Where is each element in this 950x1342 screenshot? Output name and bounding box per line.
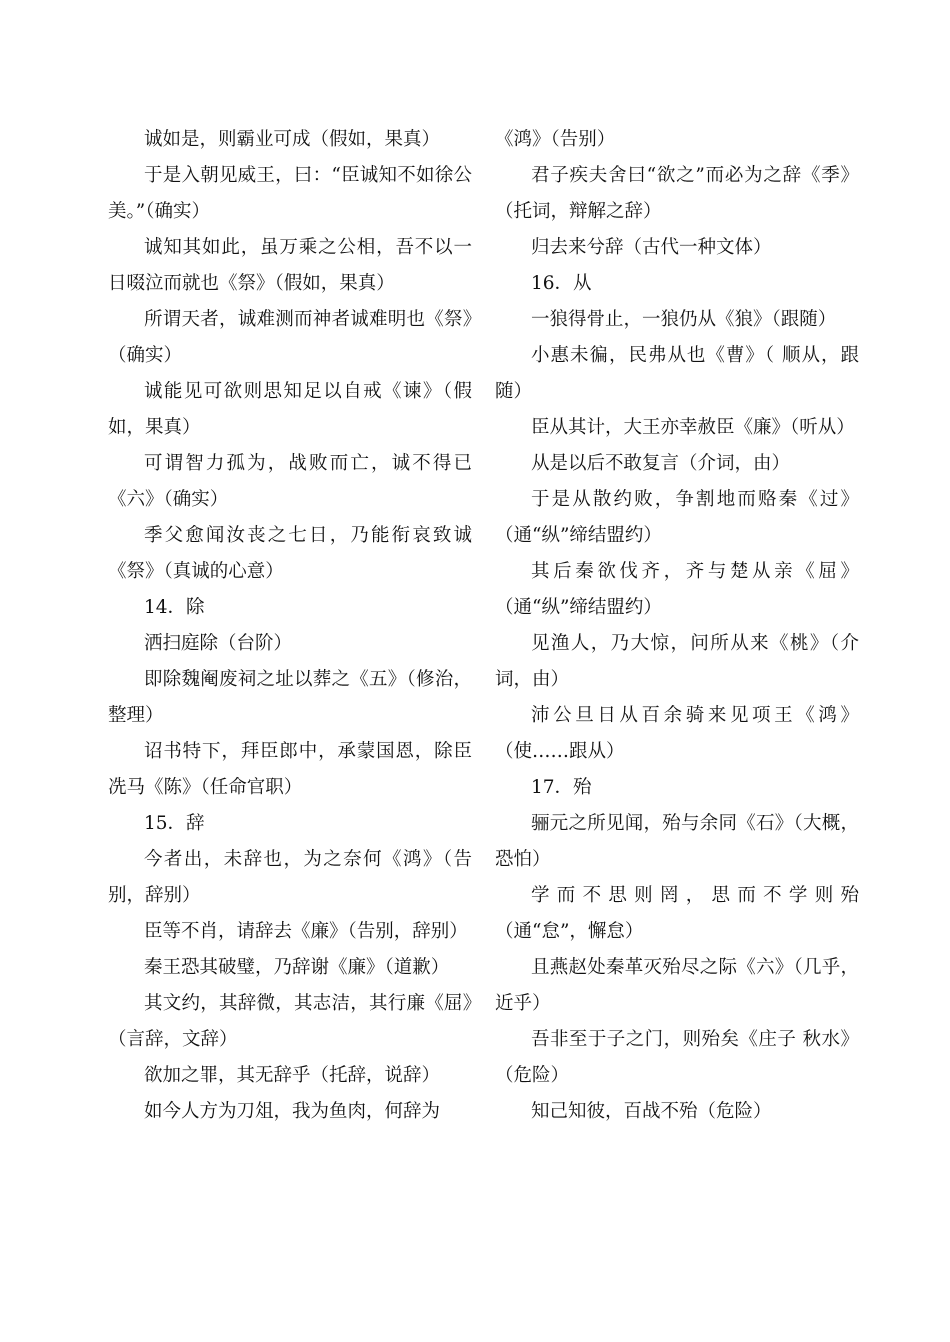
paragraph: 季父愈闻汝丧之七日，乃能衔哀致诚《祭》（真诚的心意） <box>108 525 472 582</box>
paragraph: 其文约，其辞微，其志洁，其行廉《屈》（言辞，文辞） <box>108 993 472 1050</box>
paragraph: 一狼得骨止，一狼仍从《狼》（跟随） <box>531 309 837 330</box>
paragraph: 臣从其计，大王亦幸赦臣《廉》（听从） <box>531 417 855 438</box>
paragraph: 学而不思则罔，思而不学则殆（通“怠”，懈怠） <box>495 885 859 942</box>
paragraph: 17．殆 <box>531 777 592 798</box>
paragraph: 《鸿》（告别） <box>495 129 616 150</box>
paragraph: 如今人方为刀俎，我为鱼肉，何辞为 <box>144 1101 441 1122</box>
paragraph: 洒扫庭除（台阶） <box>144 633 293 654</box>
paragraph: 今者出，未辞也，为之奈何《鸿》（告别，辞别） <box>108 849 472 906</box>
paragraph: 吾非至于子之门，则殆矣《庄子 秋水》（危险） <box>495 1029 859 1086</box>
left-column <box>108 122 472 1130</box>
paragraph: 沛公旦日从百余骑来见项王《鸿》（使……跟从） <box>495 705 859 762</box>
paragraph: 16．从 <box>531 273 592 294</box>
paragraph: 归去来兮辞（古代一种文体） <box>531 237 772 258</box>
paragraph: 诚如是，则霸业可成（假如，果真） <box>144 129 441 150</box>
paragraph: 其后秦欲伐齐，齐与楚从亲《屈》（通“纵”缔结盟约） <box>495 561 859 618</box>
paragraph: 于是入朝见威王，曰：“臣诚知不如徐公美。”（确实） <box>108 165 472 222</box>
paragraph: 臣等不肖，请辞去《廉》（告别，辞别） <box>144 921 468 942</box>
paragraph: 于是从散约败，争割地而赂秦《过》（通“纵”缔结盟约） <box>495 489 859 546</box>
paragraph: 从是以后不敢复言（介词，由） <box>531 453 791 474</box>
paragraph: 君子疾夫舍曰“欲之”而必为之辞《季》（托词，辩解之辞） <box>495 165 859 222</box>
paragraph: 秦王恐其破璧，乃辞谢《廉》（道歉） <box>144 957 450 978</box>
paragraph: 诏书特下，拜臣郎中，承蒙国恩，除臣冼马《陈》（任命官职） <box>108 741 472 798</box>
paragraph: 15．辞 <box>144 813 205 834</box>
paragraph: 可谓智力孤为，战败而亡，诚不得已《六》（确实） <box>108 453 472 510</box>
paragraph: 知己知彼，百战不殆（危险） <box>531 1101 772 1122</box>
paragraph: 骊元之所见闻，殆与余同《石》（大概，恐怕） <box>495 813 859 870</box>
paragraph: 欲加之罪，其无辞乎（托辞，说辞） <box>144 1065 441 1086</box>
paragraph: 14．除 <box>144 597 205 618</box>
paragraph: 所谓天者，诚难测而神者诚难明也《祭》（确实） <box>108 309 472 366</box>
paragraph: 诚知其如此，虽万乘之公相，吾不以一日啜泣而就也《祭》（假如，果真） <box>108 237 472 294</box>
paragraph: 见渔人，乃大惊，问所从来《桃》（介词，由） <box>495 633 859 690</box>
paragraph: 且燕赵处秦革灭殆尽之际《六》（几乎，近乎） <box>495 957 859 1014</box>
right-column <box>495 122 859 1130</box>
paragraph: 诚能见可欲则思知足以自戒《谏》（假如，果真） <box>108 381 472 438</box>
paragraph: 即除魏阉废祠之址以葬之《五》（修治，整理） <box>108 669 472 726</box>
paragraph: 小惠未徧，民弗从也《曹》（ 顺从，跟随） <box>495 345 859 402</box>
